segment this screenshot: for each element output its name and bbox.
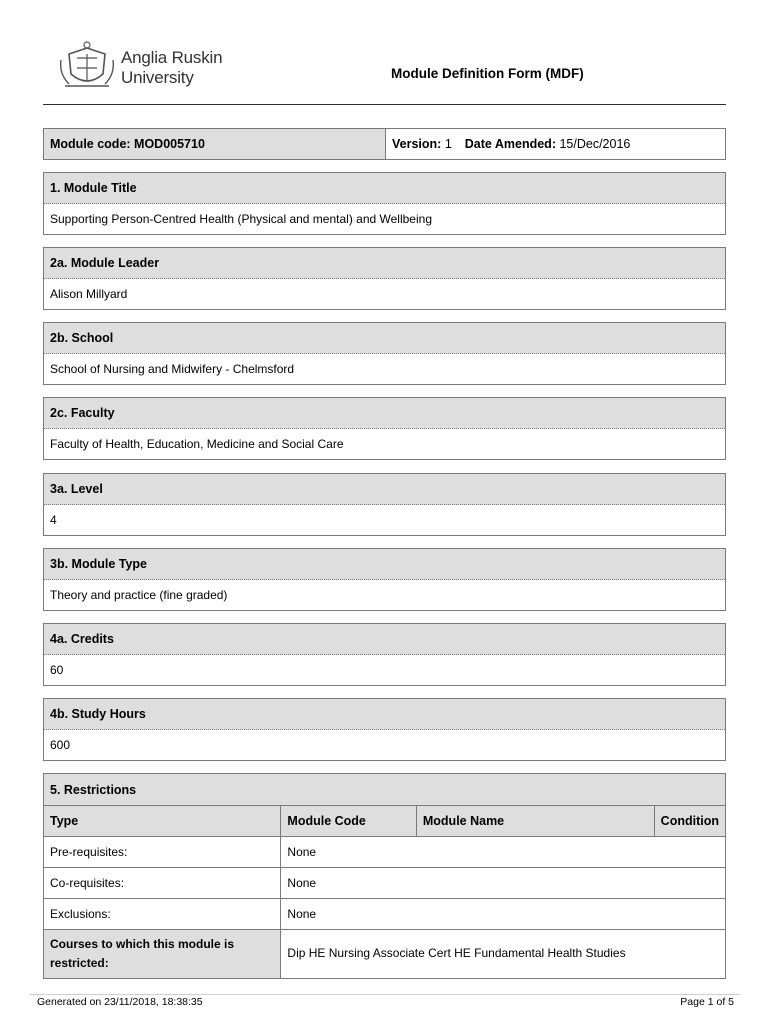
document-title: Module Definition Form (MDF) — [391, 66, 584, 81]
restriction-value: None — [281, 868, 725, 899]
version-label: Version: — [392, 137, 442, 151]
version-date — [386, 129, 725, 159]
footer-divider — [30, 994, 740, 995]
credits-section — [43, 623, 726, 686]
table-row — [44, 837, 725, 868]
section-value: Supporting Person-Centred Health (Physical and mental) and Wellbeing — [50, 212, 432, 226]
restriction-value: None — [281, 899, 725, 930]
section-heading: 4b. Study Hours — [44, 699, 725, 730]
section-value: Theory and practice (fine graded) — [50, 588, 228, 602]
table-row — [44, 899, 725, 930]
column-header: Module Code — [281, 806, 416, 837]
generated-timestamp: Generated on 23/11/2018, 18:38:35 — [37, 996, 203, 1008]
column-header: Condition — [654, 806, 725, 837]
section-value: 600 — [50, 738, 71, 752]
section-heading: 4a. Credits — [44, 624, 725, 655]
table-header-row — [44, 806, 725, 837]
section-heading: 5. Restrictions — [44, 774, 725, 805]
page-number: Page 1 of 5 — [680, 996, 734, 1008]
restriction-value: Dip HE Nursing Associate Cert HE Fundamental Health Studies — [281, 930, 725, 978]
table-row — [44, 930, 725, 978]
level-section — [43, 473, 726, 536]
section-value: 4 — [50, 513, 57, 527]
section-value: Faculty of Health, Education, Medicine and Social Care — [50, 437, 344, 451]
restrictions-section — [43, 773, 726, 979]
section-heading: 2c. Faculty — [44, 398, 725, 429]
date-amended-value: 15/Dec/2016 — [559, 137, 631, 151]
section-value: 60 — [50, 663, 64, 677]
school-section — [43, 322, 726, 385]
restriction-type: Courses to which this module is restricted: — [44, 930, 281, 978]
university-name-line1: Anglia Ruskin — [121, 48, 223, 67]
university-name — [121, 48, 222, 88]
column-header: Type — [44, 806, 281, 837]
restriction-type: Co-requisites: — [44, 868, 281, 899]
section-heading: 3a. Level — [44, 474, 725, 505]
section-heading: 2b. School — [44, 323, 725, 354]
faculty-section — [43, 397, 726, 460]
version-value: 1 — [444, 137, 452, 151]
study-hours-section — [43, 698, 726, 761]
restriction-type: Exclusions: — [44, 899, 281, 930]
date-amended-label: Date Amended: — [464, 137, 556, 151]
section-heading: 1. Module Title — [44, 173, 725, 204]
column-header: Module Name — [416, 806, 654, 837]
module-type-section — [43, 548, 726, 611]
section-value: School of Nursing and Midwifery - Chelmsford — [50, 362, 295, 376]
module-code-row — [43, 128, 726, 160]
section-heading: 3b. Module Type — [44, 549, 725, 580]
page-header — [43, 38, 726, 105]
table-row — [44, 868, 725, 899]
section-heading: 2a. Module Leader — [44, 248, 725, 279]
restriction-type: Pre-requisites: — [44, 837, 281, 868]
restrictions-table — [44, 805, 725, 978]
university-crest-logo — [57, 40, 117, 90]
module-title-section — [43, 172, 726, 235]
university-name-line2: University — [121, 68, 194, 87]
module-leader-section — [43, 247, 726, 310]
restriction-value: None — [281, 837, 725, 868]
module-code: Module code: MOD005710 — [44, 129, 386, 159]
section-value: Alison Millyard — [50, 287, 128, 301]
